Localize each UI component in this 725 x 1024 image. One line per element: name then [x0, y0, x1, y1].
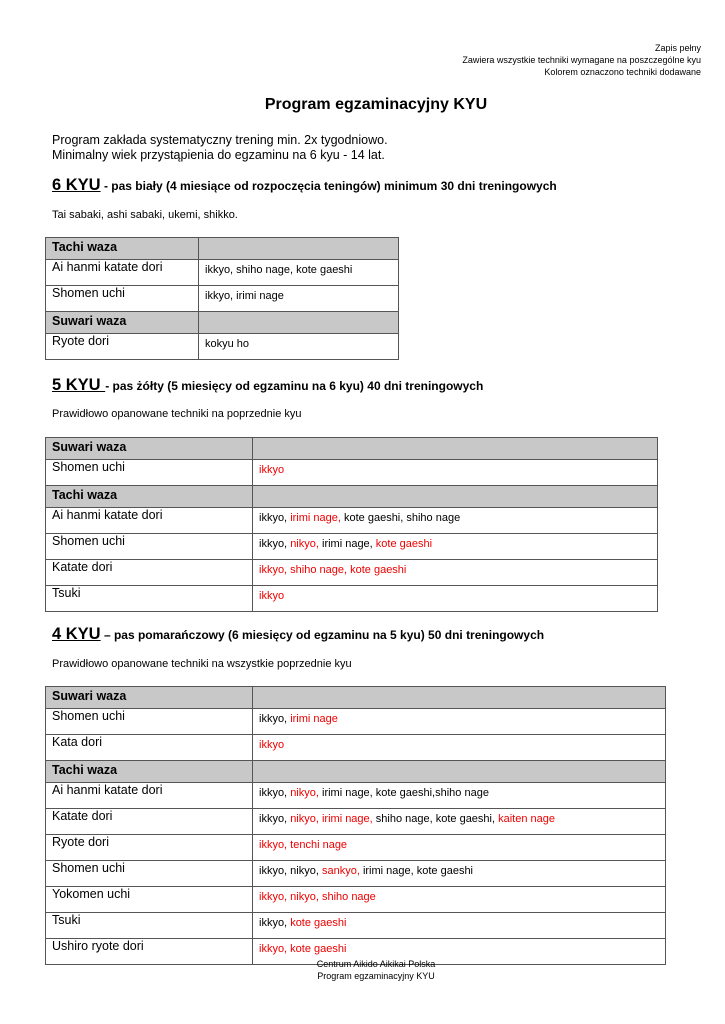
section-label: Tachi waza — [46, 761, 253, 783]
techniques-cell — [253, 534, 658, 560]
intro-line: Minimalny wiek przystąpienia do egzaminu na 6 kyu - 14 lat. — [52, 148, 385, 162]
technique: ikkyo, nikyo, — [259, 865, 322, 877]
added-technique: irimi nage — [290, 713, 338, 725]
kyu4-description: – pas pomarańczowy (6 miesięcy od egzaminu na 5 kyu) 50 dni treningowych — [100, 628, 545, 642]
table-section-row — [46, 486, 658, 508]
added-technique: ikkyo, kote gaeshi — [259, 943, 347, 955]
techniques-cell — [253, 508, 658, 534]
footer-line: Centrum Aikido Aikikai Polska — [316, 959, 436, 969]
added-technique: ikkyo, tenchi nage — [259, 839, 348, 851]
added-technique: sankyo, — [321, 865, 360, 877]
added-technique: kote gaeshi — [290, 917, 347, 929]
techniques-cell — [253, 735, 666, 761]
technique: ikkyo, — [259, 917, 291, 929]
attack-label: Ai hanmi katate dori — [46, 508, 253, 534]
technique: ikkyo, — [259, 512, 291, 524]
header-line: Zapis pełny — [654, 43, 701, 53]
table-section-row — [46, 312, 399, 334]
kyu5-table — [45, 437, 658, 612]
technique: ikkyo, — [259, 787, 291, 799]
header-line: Zawiera wszystkie techniki wymagane na poszczególne kyu — [462, 55, 701, 65]
table-row — [46, 835, 666, 861]
section-label: Tachi waza — [46, 486, 253, 508]
table-row — [46, 334, 399, 360]
kyu5-heading — [52, 376, 483, 395]
techniques-cell — [199, 334, 399, 360]
technique: irimi nage, kote gaeshi — [359, 865, 474, 877]
kyu6-heading — [52, 176, 557, 195]
table-row — [46, 560, 658, 586]
technique: ikkyo, irimi nage — [205, 290, 284, 302]
attack-label: Ai hanmi katate dori — [46, 260, 199, 286]
technique: kote gaeshi, shiho nage — [340, 512, 461, 524]
attack-label: Tsuki — [46, 913, 253, 939]
technique: ikkyo, — [259, 538, 291, 550]
techniques-cell — [253, 783, 666, 809]
table-row — [46, 709, 666, 735]
header-line: Kolorem oznaczono techniki dodawane — [544, 67, 701, 77]
section-label: Suwari waza — [46, 312, 199, 334]
added-technique: ikkyo — [259, 739, 285, 751]
page-footer — [0, 958, 725, 982]
techniques-cell — [253, 460, 658, 486]
attack-label: Shomen uchi — [46, 861, 253, 887]
table-row — [46, 508, 658, 534]
kyu6-note: Tai sabaki, ashi sabaki, ukemi, shikko. — [52, 209, 238, 221]
attack-label: Yokomen uchi — [46, 887, 253, 913]
added-technique: ikkyo — [259, 464, 285, 476]
attack-label: Kata dori — [46, 735, 253, 761]
techniques-cell — [253, 809, 666, 835]
intro-text — [52, 133, 388, 163]
added-technique: nikyo, — [290, 538, 319, 550]
techniques-cell — [199, 260, 399, 286]
attack-label: Katate dori — [46, 809, 253, 835]
table-row — [46, 809, 666, 835]
techniques-cell — [199, 238, 399, 260]
page-title: Program egzaminacyjny KYU — [264, 96, 488, 113]
table-section-row — [46, 761, 666, 783]
table-row — [46, 913, 666, 939]
added-technique: nikyo, — [290, 787, 319, 799]
technique: ikkyo, — [259, 713, 291, 725]
techniques-cell — [253, 560, 658, 586]
added-technique: irimi nage, — [290, 512, 341, 524]
techniques-cell — [253, 913, 666, 939]
attack-label: Ushiro ryote dori — [46, 939, 253, 965]
section-label: Suwari waza — [46, 687, 253, 709]
kyu6-table — [45, 237, 399, 360]
kyu5-level: 5 KYU — [52, 376, 106, 394]
attack-label: Ryote dori — [46, 835, 253, 861]
techniques-cell — [253, 709, 666, 735]
technique: ikkyo, shiho nage, kote gaeshi — [205, 264, 353, 276]
techniques-cell — [253, 887, 666, 913]
kyu4-table — [45, 686, 666, 965]
technique: irimi nage, kote gaeshi,shiho nage — [318, 787, 489, 799]
technique: kokyu ho — [205, 338, 250, 350]
technique: ikkyo, — [259, 813, 291, 825]
page-header-note — [462, 42, 701, 78]
table-section-row — [46, 438, 658, 460]
attack-label: Shomen uchi — [46, 460, 253, 486]
techniques-cell — [199, 286, 399, 312]
techniques-cell — [253, 486, 658, 508]
intro-line: Program zakłada systematyczny trening min. 2x tygodniowo. — [52, 133, 388, 147]
techniques-cell — [253, 586, 658, 612]
kyu4-heading — [52, 625, 544, 644]
footer-line: Program egzaminacyjny KYU — [317, 971, 435, 981]
kyu4-level: 4 KYU — [52, 625, 101, 643]
techniques-cell — [199, 312, 399, 334]
section-label: Tachi waza — [46, 238, 199, 260]
kyu5-description: - pas żółty (5 miesięcy od egzaminu na 6 kyu) 40 dni treningowych — [105, 379, 484, 393]
added-technique: ikkyo, nikyo, shiho nage — [259, 891, 376, 903]
table-row — [46, 783, 666, 809]
table-row — [46, 735, 666, 761]
kyu4-note: Prawidłowo opanowane techniki na wszystkie poprzednie kyu — [52, 658, 352, 670]
table-section-row — [46, 238, 399, 260]
added-technique: ikkyo, shiho nage, kote gaeshi — [259, 564, 407, 576]
added-technique: kote gaeshi — [375, 538, 433, 550]
section-label: Suwari waza — [46, 438, 253, 460]
kyu6-description: - pas biały (4 miesiące od rozpoczęcia teningów) minimum 30 dni treningowych — [100, 179, 557, 193]
attack-label: Katate dori — [46, 560, 253, 586]
techniques-cell — [253, 835, 666, 861]
attack-label: Ai hanmi katate dori — [46, 783, 253, 809]
added-technique: ikkyo — [259, 590, 285, 602]
techniques-cell — [253, 761, 666, 783]
attack-label: Shomen uchi — [46, 534, 253, 560]
table-row — [46, 534, 658, 560]
techniques-cell — [253, 438, 658, 460]
table-row — [46, 260, 399, 286]
attack-label: Shomen uchi — [46, 709, 253, 735]
attack-label: Tsuki — [46, 586, 253, 612]
technique: shiho nage, kote gaeshi, — [372, 813, 499, 825]
techniques-cell — [253, 861, 666, 887]
added-technique: kaiten nage — [498, 813, 555, 825]
table-row — [46, 861, 666, 887]
technique: irimi nage, — [318, 538, 376, 550]
table-row — [46, 887, 666, 913]
table-row — [46, 460, 658, 486]
table-section-row — [46, 687, 666, 709]
attack-label: Shomen uchi — [46, 286, 199, 312]
kyu5-note: Prawidłowo opanowane techniki na poprzednie kyu — [52, 408, 302, 420]
attack-label: Ryote dori — [46, 334, 199, 360]
techniques-cell — [253, 687, 666, 709]
added-technique: nikyo, irimi nage, — [290, 813, 373, 825]
table-row — [46, 286, 399, 312]
kyu6-level: 6 KYU — [52, 176, 101, 194]
table-row — [46, 586, 658, 612]
